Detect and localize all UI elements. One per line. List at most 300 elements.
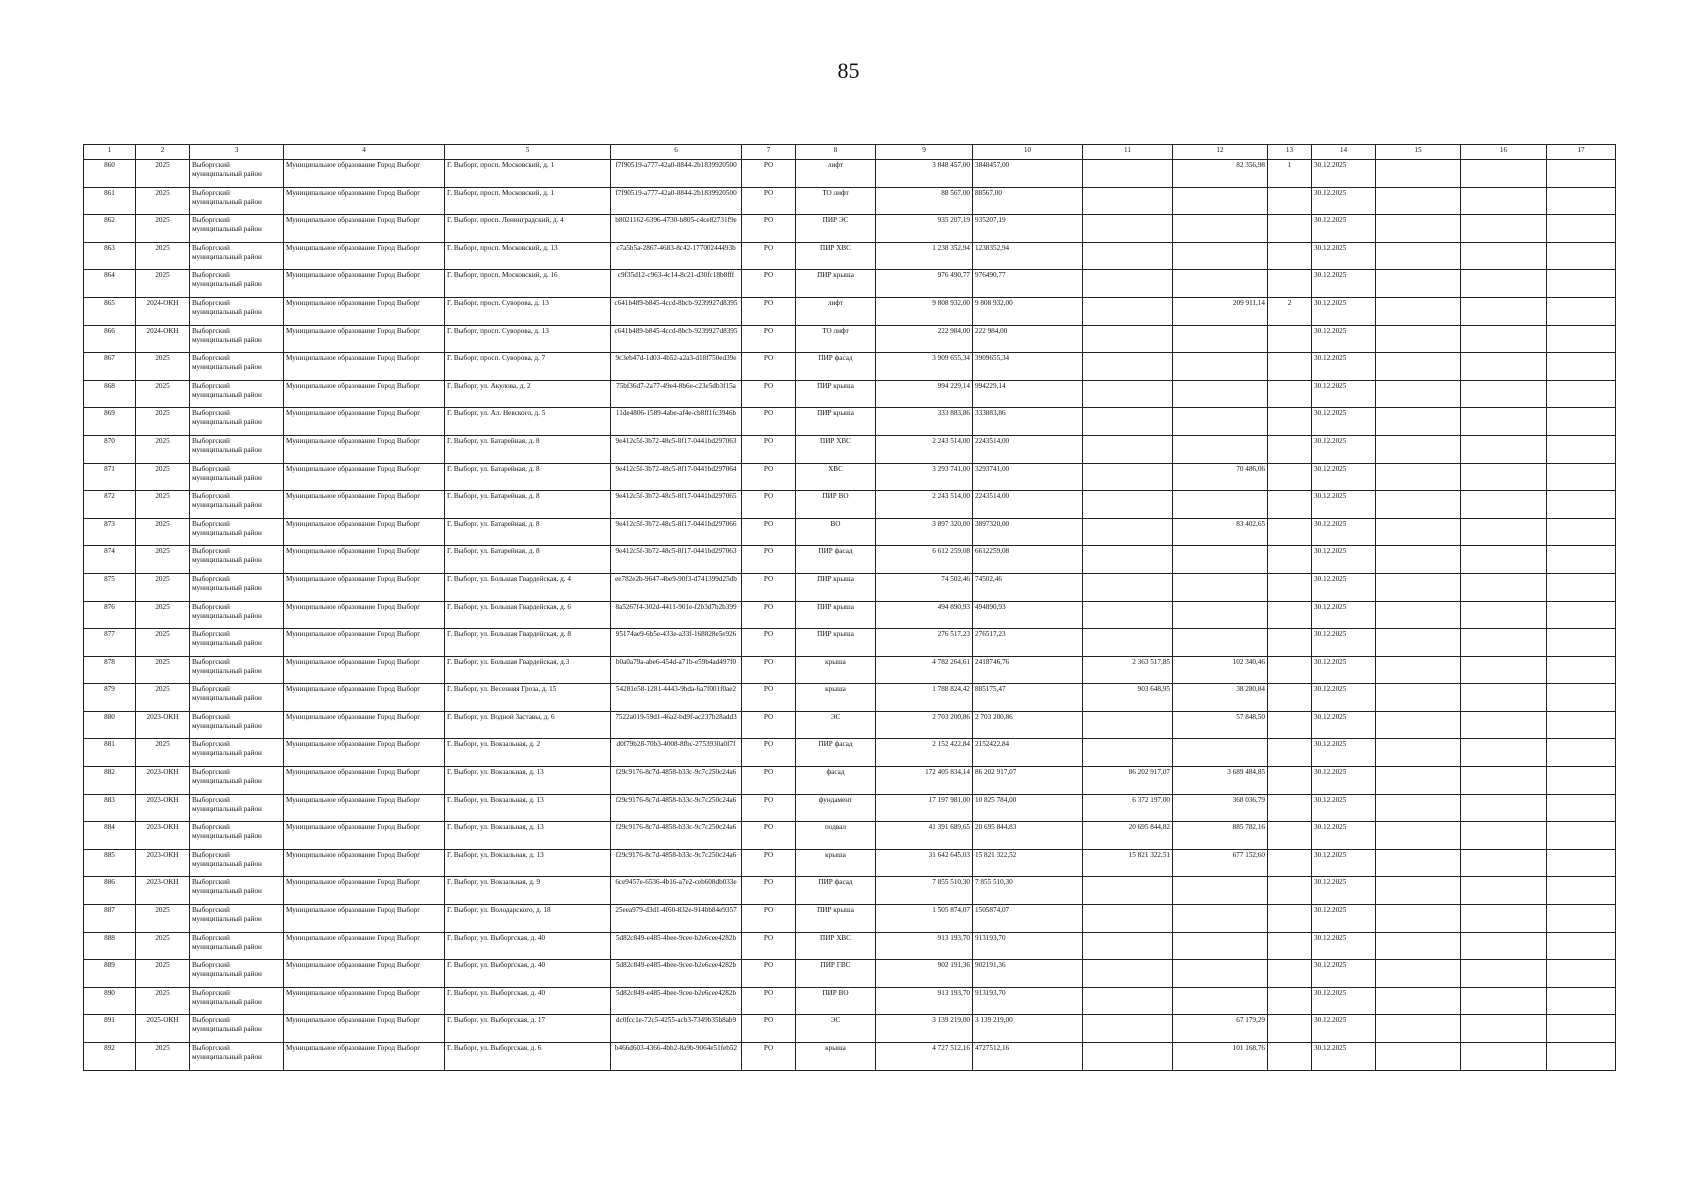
cell-district: Выборгский муниципальный район — [190, 325, 284, 353]
cell-date: 30.12.2025 — [1312, 353, 1376, 381]
cell-col12: 101 168,76 — [1173, 1043, 1268, 1071]
cell-row-number: 882 — [84, 767, 136, 795]
cell-municipality: Муниципальное образование Город Выборг — [284, 629, 445, 657]
cell-date: 30.12.2025 — [1312, 822, 1376, 850]
cell-col10: 333883,86 — [973, 408, 1083, 436]
cell-work-type: ПИР фасад — [796, 353, 876, 381]
cell-col17 — [1547, 1015, 1616, 1043]
cell-col13 — [1268, 822, 1312, 850]
cell-col17 — [1547, 380, 1616, 408]
table-row — [84, 518, 1616, 546]
cell-col12 — [1173, 325, 1268, 353]
cell-col16 — [1461, 822, 1547, 850]
cell-total-cost: 88 567,00 — [876, 187, 973, 215]
column-number: 11 — [1083, 145, 1173, 160]
cell-col15 — [1376, 794, 1461, 822]
table-row — [84, 187, 1616, 215]
cell-guid: 95174ae9-6b5e-433e-a33f-168828e5e926 — [611, 629, 742, 657]
cell-col11: 6 372 197,00 — [1083, 794, 1173, 822]
table-row — [84, 711, 1616, 739]
cell-municipality: Муниципальное образование Город Выборг — [284, 518, 445, 546]
cell-district: Выборгский муниципальный район — [190, 518, 284, 546]
cell-address: Г. Выборг, просп. Суворова, д. 7 — [445, 353, 611, 381]
cell-col12 — [1173, 932, 1268, 960]
cell-row-number: 889 — [84, 960, 136, 988]
cell-col12: 3 689 484,85 — [1173, 767, 1268, 795]
column-number: 3 — [190, 145, 284, 160]
cell-col16 — [1461, 463, 1547, 491]
cell-row-number: 877 — [84, 629, 136, 657]
cell-col16 — [1461, 491, 1547, 519]
cell-col13 — [1268, 960, 1312, 988]
cell-year: 2025 — [136, 573, 190, 601]
cell-col15 — [1376, 822, 1461, 850]
cell-year: 2025 — [136, 353, 190, 381]
cell-col10: 10 825 784,00 — [973, 794, 1083, 822]
cell-col12: 38 280,84 — [1173, 684, 1268, 712]
cell-type: РО — [742, 849, 796, 877]
cell-date: 30.12.2025 — [1312, 242, 1376, 270]
cell-district: Выборгский муниципальный район — [190, 380, 284, 408]
cell-col16 — [1461, 656, 1547, 684]
cell-col10: 935207,19 — [973, 215, 1083, 243]
cell-col16 — [1461, 877, 1547, 905]
cell-col13 — [1268, 905, 1312, 933]
cell-col11 — [1083, 215, 1173, 243]
cell-total-cost: 2 152 422,84 — [876, 739, 973, 767]
cell-total-cost: 994 229,14 — [876, 380, 973, 408]
column-number: 10 — [973, 145, 1083, 160]
cell-total-cost: 1 788 824,42 — [876, 684, 973, 712]
cell-col12: 82 356,98 — [1173, 160, 1268, 188]
cell-work-type: ПИР крыша — [796, 408, 876, 436]
cell-col17 — [1547, 573, 1616, 601]
cell-col11 — [1083, 629, 1173, 657]
cell-district: Выборгский муниципальный район — [190, 822, 284, 850]
cell-col13 — [1268, 380, 1312, 408]
cell-year: 2023-ОКН — [136, 767, 190, 795]
cell-total-cost: 2 243 514,00 — [876, 491, 973, 519]
cell-address: Г. Выборг, ул. Акулова, д. 2 — [445, 380, 611, 408]
cell-date: 30.12.2025 — [1312, 215, 1376, 243]
cell-municipality: Муниципальное образование Город Выборг — [284, 877, 445, 905]
cell-col16 — [1461, 905, 1547, 933]
table-row — [84, 960, 1616, 988]
cell-municipality: Муниципальное образование Город Выборг — [284, 546, 445, 574]
cell-year: 2025 — [136, 408, 190, 436]
cell-col11 — [1083, 297, 1173, 325]
cell-year: 2023-ОКН — [136, 711, 190, 739]
cell-district: Выборгский муниципальный район — [190, 215, 284, 243]
cell-total-cost: 3 897 320,00 — [876, 518, 973, 546]
cell-guid: f7f90519-a777-42a0-8844-2b1839920500 — [611, 187, 742, 215]
cell-guid: 8a5267f4-302d-4411-901e-f2b3d7b2b399 — [611, 601, 742, 629]
cell-col17 — [1547, 739, 1616, 767]
cell-col17 — [1547, 629, 1616, 657]
cell-district: Выборгский муниципальный район — [190, 187, 284, 215]
cell-date: 30.12.2025 — [1312, 546, 1376, 574]
cell-type: РО — [742, 932, 796, 960]
cell-date: 30.12.2025 — [1312, 573, 1376, 601]
column-number: 8 — [796, 145, 876, 160]
cell-row-number: 892 — [84, 1043, 136, 1071]
cell-col10: 20 695 844,83 — [973, 822, 1083, 850]
cell-address: Г. Выборг, ул. Батарейная, д. 8 — [445, 491, 611, 519]
cell-col17 — [1547, 215, 1616, 243]
cell-type: РО — [742, 684, 796, 712]
cell-municipality: Муниципальное образование Город Выборг — [284, 270, 445, 298]
cell-work-type: лифт — [796, 297, 876, 325]
cell-type: РО — [742, 325, 796, 353]
cell-col12 — [1173, 408, 1268, 436]
cell-row-number: 887 — [84, 905, 136, 933]
cell-district: Выборгский муниципальный район — [190, 905, 284, 933]
cell-col15 — [1376, 684, 1461, 712]
cell-col12: 368 036,79 — [1173, 794, 1268, 822]
cell-municipality: Муниципальное образование Город Выборг — [284, 408, 445, 436]
cell-total-cost: 913 193,70 — [876, 987, 973, 1015]
cell-work-type: ТО лифт — [796, 187, 876, 215]
cell-col13 — [1268, 684, 1312, 712]
cell-municipality: Муниципальное образование Город Выборг — [284, 297, 445, 325]
cell-municipality: Муниципальное образование Город Выборг — [284, 353, 445, 381]
cell-year: 2025 — [136, 435, 190, 463]
column-number: 6 — [611, 145, 742, 160]
cell-col17 — [1547, 325, 1616, 353]
cell-district: Выборгский муниципальный район — [190, 353, 284, 381]
cell-col15 — [1376, 629, 1461, 657]
cell-col16 — [1461, 546, 1547, 574]
cell-work-type: ПИР ВО — [796, 491, 876, 519]
cell-district: Выборгский муниципальный район — [190, 932, 284, 960]
cell-type: РО — [742, 629, 796, 657]
table-row — [84, 380, 1616, 408]
cell-address: Г. Выборг, ул. Батарейная, д. 8 — [445, 463, 611, 491]
cell-col12 — [1173, 877, 1268, 905]
page-number: 85 — [837, 58, 860, 83]
cell-year: 2025 — [136, 491, 190, 519]
cell-col16 — [1461, 1015, 1547, 1043]
cell-year: 2025 — [136, 242, 190, 270]
cell-row-number: 891 — [84, 1015, 136, 1043]
cell-total-cost: 4 782 264,61 — [876, 656, 973, 684]
cell-year: 2023-ОКН — [136, 794, 190, 822]
table-row — [84, 739, 1616, 767]
cell-col13 — [1268, 435, 1312, 463]
cell-col13 — [1268, 877, 1312, 905]
column-number: 13 — [1268, 145, 1312, 160]
cell-col15 — [1376, 656, 1461, 684]
cell-row-number: 870 — [84, 435, 136, 463]
cell-address: Г. Выборг, просп. Московский, д. 1 — [445, 187, 611, 215]
cell-col15 — [1376, 270, 1461, 298]
cell-col13 — [1268, 546, 1312, 574]
register-body — [84, 160, 1616, 1071]
cell-col11 — [1083, 601, 1173, 629]
cell-date: 30.12.2025 — [1312, 408, 1376, 436]
cell-total-cost: 935 207,19 — [876, 215, 973, 243]
cell-col10: 2243514,00 — [973, 491, 1083, 519]
cell-col11 — [1083, 987, 1173, 1015]
cell-guid: f29c9176-8c7d-4858-b33c-9c7c250c24a6 — [611, 794, 742, 822]
cell-col12: 67 179,29 — [1173, 1015, 1268, 1043]
column-number: 17 — [1547, 145, 1616, 160]
cell-col17 — [1547, 601, 1616, 629]
cell-type: РО — [742, 297, 796, 325]
cell-date: 30.12.2025 — [1312, 160, 1376, 188]
cell-type: РО — [742, 380, 796, 408]
cell-guid: f7f90519-a777-42a0-8844-2b1839920500 — [611, 160, 742, 188]
cell-col10: 976490,77 — [973, 270, 1083, 298]
cell-col13 — [1268, 573, 1312, 601]
cell-col17 — [1547, 242, 1616, 270]
cell-guid: b466d603-4366-4bb2-8a9b-9064e51feb52 — [611, 1043, 742, 1071]
column-number: 4 — [284, 145, 445, 160]
cell-total-cost: 2 703 200,86 — [876, 711, 973, 739]
cell-type: РО — [742, 408, 796, 436]
cell-total-cost: 976 490,77 — [876, 270, 973, 298]
cell-row-number: 884 — [84, 822, 136, 850]
cell-col11 — [1083, 739, 1173, 767]
cell-address: Г. Выборг, ул. Большая Гвардейская, д. 8 — [445, 629, 611, 657]
cell-address: Г. Выборг, ул. Выборгская, д. 40 — [445, 987, 611, 1015]
cell-row-number: 868 — [84, 380, 136, 408]
cell-guid: f29c9176-8c7d-4858-b33c-9c7c250c24a6 — [611, 849, 742, 877]
cell-col11 — [1083, 877, 1173, 905]
cell-address: Г. Выборг, ул. Батарейная, д. 8 — [445, 546, 611, 574]
cell-year: 2025 — [136, 160, 190, 188]
cell-year: 2025 — [136, 518, 190, 546]
table-row — [84, 435, 1616, 463]
cell-col12: 209 911,14 — [1173, 297, 1268, 325]
cell-year: 2023-ОКН — [136, 877, 190, 905]
cell-district: Выборгский муниципальный район — [190, 297, 284, 325]
cell-col13 — [1268, 656, 1312, 684]
cell-type: РО — [742, 435, 796, 463]
cell-year: 2025 — [136, 629, 190, 657]
cell-address: Г. Выборг, ул. Выборгская, д. 17 — [445, 1015, 611, 1043]
cell-type: РО — [742, 353, 796, 381]
cell-col16 — [1461, 242, 1547, 270]
cell-col13 — [1268, 325, 1312, 353]
cell-guid: 9c3eb47d-1d03-4b52-a2a3-d18f750ed39e — [611, 353, 742, 381]
cell-total-cost: 9 808 932,00 — [876, 297, 973, 325]
column-number: 5 — [445, 145, 611, 160]
cell-col11 — [1083, 187, 1173, 215]
cell-type: РО — [742, 794, 796, 822]
cell-col13 — [1268, 629, 1312, 657]
cell-date: 30.12.2025 — [1312, 518, 1376, 546]
column-number: 9 — [876, 145, 973, 160]
cell-municipality: Муниципальное образование Город Выборг — [284, 849, 445, 877]
cell-row-number: 860 — [84, 160, 136, 188]
table-row — [84, 794, 1616, 822]
cell-row-number: 876 — [84, 601, 136, 629]
cell-col13 — [1268, 187, 1312, 215]
cell-col16 — [1461, 573, 1547, 601]
cell-year: 2025 — [136, 739, 190, 767]
cell-date: 30.12.2025 — [1312, 960, 1376, 988]
cell-col11 — [1083, 932, 1173, 960]
cell-col15 — [1376, 877, 1461, 905]
cell-col16 — [1461, 215, 1547, 243]
cell-work-type: ПИР крыша — [796, 601, 876, 629]
cell-date: 30.12.2025 — [1312, 877, 1376, 905]
cell-address: Г. Выборг, ул. Выборгская, д. 40 — [445, 960, 611, 988]
cell-work-type: ПИР крыша — [796, 573, 876, 601]
cell-year: 2024-ОКН — [136, 297, 190, 325]
cell-col16 — [1461, 629, 1547, 657]
cell-municipality: Муниципальное образование Город Выборг — [284, 960, 445, 988]
cell-work-type: ХВС — [796, 463, 876, 491]
cell-total-cost: 494 890,93 — [876, 601, 973, 629]
cell-col15 — [1376, 711, 1461, 739]
cell-municipality: Муниципальное образование Город Выборг — [284, 1043, 445, 1071]
cell-col11 — [1083, 546, 1173, 574]
cell-col15 — [1376, 987, 1461, 1015]
cell-work-type: фасад — [796, 767, 876, 795]
cell-date: 30.12.2025 — [1312, 656, 1376, 684]
table-row — [84, 215, 1616, 243]
cell-district: Выборгский муниципальный район — [190, 1043, 284, 1071]
cell-col16 — [1461, 408, 1547, 436]
cell-col17 — [1547, 353, 1616, 381]
cell-col13 — [1268, 215, 1312, 243]
cell-address: Г. Выборг, ул. Батарейная, д. 8 — [445, 518, 611, 546]
cell-municipality: Муниципальное образование Город Выборг — [284, 794, 445, 822]
cell-type: РО — [742, 270, 796, 298]
table-row — [84, 905, 1616, 933]
cell-col17 — [1547, 822, 1616, 850]
cell-work-type: фундамент — [796, 794, 876, 822]
cell-address: Г. Выборг, просп. Московский, д. 1 — [445, 160, 611, 188]
cell-col11 — [1083, 960, 1173, 988]
cell-col17 — [1547, 905, 1616, 933]
cell-guid: 5d82c849-e485-4bee-9cee-b2e6cee4282b — [611, 932, 742, 960]
cell-district: Выборгский муниципальный район — [190, 160, 284, 188]
column-number: 16 — [1461, 145, 1547, 160]
cell-type: РО — [742, 463, 796, 491]
cell-col11 — [1083, 270, 1173, 298]
cell-year: 2025 — [136, 601, 190, 629]
cell-year: 2025 — [136, 987, 190, 1015]
cell-col15 — [1376, 905, 1461, 933]
cell-col17 — [1547, 408, 1616, 436]
cell-type: РО — [742, 215, 796, 243]
cell-work-type: ПИР крыша — [796, 629, 876, 657]
cell-work-type: ТО лифт — [796, 325, 876, 353]
cell-col16 — [1461, 932, 1547, 960]
cell-total-cost: 222 984,00 — [876, 325, 973, 353]
cell-address: Г. Выборг, просп. Ленинградский, д. 4 — [445, 215, 611, 243]
cell-col11: 903 648,95 — [1083, 684, 1173, 712]
cell-col12: 70 486,06 — [1173, 463, 1268, 491]
cell-address: Г. Выборг, ул. Выборгская, д. 6 — [445, 1043, 611, 1071]
cell-col11 — [1083, 435, 1173, 463]
cell-col13 — [1268, 987, 1312, 1015]
cell-year: 2023-ОКН — [136, 822, 190, 850]
cell-type: РО — [742, 242, 796, 270]
cell-col16 — [1461, 380, 1547, 408]
cell-row-number: 861 — [84, 187, 136, 215]
cell-col10: 3 139 219,00 — [973, 1015, 1083, 1043]
cell-col12: 102 340,46 — [1173, 656, 1268, 684]
cell-address: Г. Выборг, ул. Вокзальная, д. 13 — [445, 767, 611, 795]
table-row — [84, 656, 1616, 684]
cell-col11 — [1083, 518, 1173, 546]
cell-col15 — [1376, 491, 1461, 519]
cell-col16 — [1461, 1043, 1547, 1071]
cell-col15 — [1376, 160, 1461, 188]
column-number: 7 — [742, 145, 796, 160]
cell-municipality: Муниципальное образование Город Выборг — [284, 491, 445, 519]
cell-col17 — [1547, 711, 1616, 739]
cell-col17 — [1547, 518, 1616, 546]
cell-date: 30.12.2025 — [1312, 932, 1376, 960]
cell-col10: 3909655,34 — [973, 353, 1083, 381]
cell-col17 — [1547, 849, 1616, 877]
column-number: 2 — [136, 145, 190, 160]
cell-col17 — [1547, 435, 1616, 463]
table-row — [84, 491, 1616, 519]
cell-year: 2025 — [136, 960, 190, 988]
cell-col13 — [1268, 270, 1312, 298]
cell-municipality: Муниципальное образование Город Выборг — [284, 739, 445, 767]
cell-col16 — [1461, 325, 1547, 353]
cell-work-type: ПИР фасад — [796, 739, 876, 767]
cell-address: Г. Выборг, просп. Суворова, д. 13 — [445, 325, 611, 353]
table-row — [84, 297, 1616, 325]
cell-col17 — [1547, 987, 1616, 1015]
cell-col15 — [1376, 1015, 1461, 1043]
cell-col15 — [1376, 408, 1461, 436]
cell-work-type: подвал — [796, 822, 876, 850]
table-row — [84, 629, 1616, 657]
cell-col13 — [1268, 794, 1312, 822]
cell-col15 — [1376, 187, 1461, 215]
cell-col15 — [1376, 767, 1461, 795]
cell-col10: 2 703 200,86 — [973, 711, 1083, 739]
cell-address: Г. Выборг, просп. Московский, д. 13 — [445, 242, 611, 270]
cell-municipality: Муниципальное образование Город Выборг — [284, 684, 445, 712]
cell-col12 — [1173, 270, 1268, 298]
cell-col13 — [1268, 739, 1312, 767]
cell-year: 2025 — [136, 187, 190, 215]
cell-col10: 6612259,08 — [973, 546, 1083, 574]
cell-municipality: Муниципальное образование Город Выборг — [284, 932, 445, 960]
cell-col17 — [1547, 1043, 1616, 1071]
cell-col15 — [1376, 463, 1461, 491]
cell-col11 — [1083, 242, 1173, 270]
cell-col13 — [1268, 767, 1312, 795]
cell-col17 — [1547, 491, 1616, 519]
cell-col12 — [1173, 546, 1268, 574]
cell-col10: 3897320,00 — [973, 518, 1083, 546]
cell-work-type: крыша — [796, 849, 876, 877]
cell-district: Выборгский муниципальный район — [190, 491, 284, 519]
cell-type: РО — [742, 739, 796, 767]
cell-address: Г. Выборг, ул. Большая Гвардейская, д. 4 — [445, 573, 611, 601]
cell-municipality: Муниципальное образование Город Выборг — [284, 160, 445, 188]
cell-type: РО — [742, 601, 796, 629]
cell-district: Выборгский муниципальный район — [190, 877, 284, 905]
cell-date: 30.12.2025 — [1312, 629, 1376, 657]
cell-row-number: 879 — [84, 684, 136, 712]
cell-type: РО — [742, 491, 796, 519]
cell-col17 — [1547, 960, 1616, 988]
cell-col10: 2418746,76 — [973, 656, 1083, 684]
cell-total-cost: 4 727 512,16 — [876, 1043, 973, 1071]
